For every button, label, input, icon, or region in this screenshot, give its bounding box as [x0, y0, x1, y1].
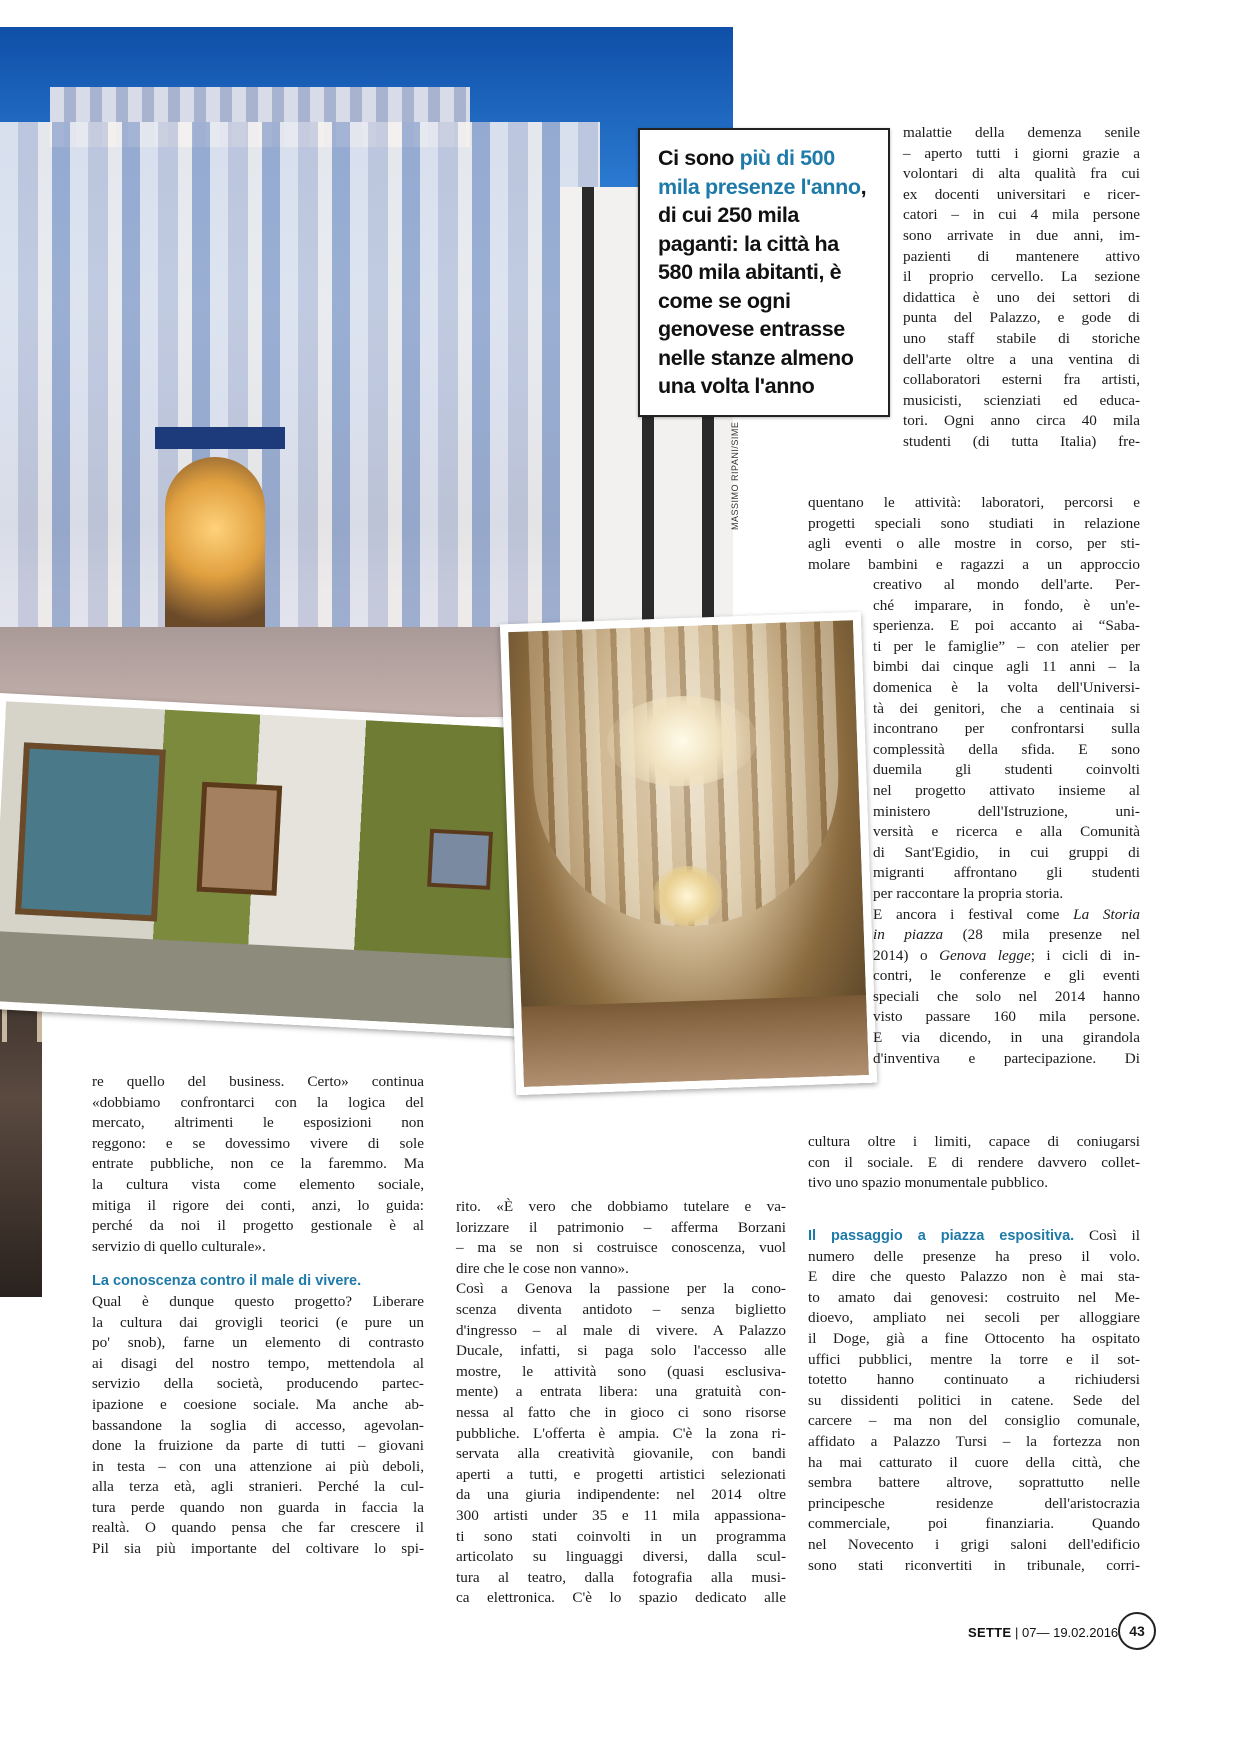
- text-line: il proprio cervello. La sezione: [903, 268, 1140, 286]
- text-line: d'ingresso – al male di vivere. A Palazzo: [456, 1321, 786, 1339]
- text-line: E via dicendo, in una girandola: [873, 1029, 1140, 1047]
- text-line: sono arrivate in due anni, im-: [903, 226, 1140, 244]
- painting-2: [197, 782, 283, 896]
- text-line: 2014) o Genova legge; i cicli di in-: [873, 946, 1141, 964]
- text-line: uno staff stabile di storiche: [903, 329, 1140, 347]
- text-line: mostre, le attività sono (quasi esclusiva-: [456, 1362, 786, 1380]
- text-line: nessa al fatto che in gioco ci sono risorse: [456, 1403, 786, 1421]
- text-line: servizio della società, producendo partec-: [92, 1375, 424, 1393]
- right-column-top: [903, 123, 1140, 453]
- text-line: Così a Genova la passione per la cono-: [456, 1280, 786, 1298]
- right-column-wide: [808, 493, 1140, 575]
- text-line: E ancora i festival come La Storia: [873, 905, 1141, 923]
- text-line: versità e ricerca e alla Comunità: [873, 823, 1140, 841]
- text-line: catori – in cui 4 mila persone: [903, 206, 1140, 224]
- text-line: di Sant'Egidio, in cui gruppi di: [873, 843, 1140, 861]
- page-number: 43: [1118, 1612, 1156, 1650]
- palazzo-ducale-facade-photo: [0, 27, 733, 717]
- text-line: bassandone la soglia di accesso, agevolan-: [92, 1416, 424, 1434]
- palace-facade: [0, 122, 600, 642]
- text-line: per raccontare la propria storia.: [873, 884, 1064, 902]
- text-line: to amato dai genovesi: costruito nel Me-: [808, 1288, 1140, 1306]
- right-column-bottom: [808, 1132, 1140, 1194]
- text-line: rito. «È vero che dobbiamo tutelare e va-: [456, 1198, 786, 1215]
- text-line: affidato a Palazzo Tursi – la fortezza non: [808, 1432, 1140, 1450]
- text-line: in piazza (28 mila presenze nel: [873, 926, 1140, 944]
- frescoed-hall-chandeliers-photo: [500, 612, 877, 1095]
- text-line: ai disagi del nostro tempo, mettendola al: [92, 1354, 424, 1372]
- text-line: pubbliche. L'offerta è ampia. C'è la zona ri-: [456, 1424, 786, 1442]
- text-line: ministero dell'Istruzione, uni-: [873, 802, 1140, 820]
- text-line: entrate pubbliche, non ce la faremmo. Ma: [92, 1155, 424, 1173]
- text-line: agli eventi o alle mostre in corso, per sti-: [808, 535, 1140, 553]
- text-line: tà dei genitori, che a centinaia si: [873, 699, 1140, 717]
- text-line: la cultura dai grovigli teorici (e pure un: [92, 1313, 424, 1331]
- text-line: Pil sia più importante del coltivare lo spi-: [92, 1540, 424, 1558]
- text-line: tura perde quando non guarda in faccia la: [92, 1498, 424, 1516]
- text-line: progetti speciali sono studiati in relazione: [808, 514, 1140, 532]
- text-line: nel Novecento i grigi saloni dell'edificio: [808, 1535, 1140, 1553]
- text-line: musicisti, scienziati ed educa-: [903, 391, 1140, 409]
- text-line: studenti (di tutta Italia) fre-: [903, 432, 1140, 450]
- subheading-piazza-espositiva: Il passaggio a piazza espositiva.: [808, 1228, 1075, 1244]
- text-line: scenza diventa antidoto – senza biglietto: [456, 1300, 786, 1318]
- text-line: mercato, altrimenti le esposizioni non: [92, 1114, 424, 1132]
- text-line: contri, le conferenze e gli eventi: [873, 967, 1140, 985]
- text-line: Ducale, infatti, si paga solo l'accesso alle: [456, 1342, 786, 1360]
- subheading-conoscenza: La conoscenza contro il male di vivere.: [92, 1273, 362, 1290]
- text-line: complessità della sfida. E sono: [873, 740, 1140, 758]
- arch-photo-fragment: [0, 967, 42, 1297]
- gallery-exhibition-photo: [0, 693, 544, 1037]
- left-column: [92, 1072, 424, 1560]
- text-line: bimbi dai cinque agli 11 anni – la: [873, 658, 1140, 676]
- text-line: reggono: e se dovessimo vivere di sole: [92, 1134, 424, 1152]
- pull-quote-highlight: più di 500 mila presenze l'anno: [658, 146, 861, 199]
- text-line: «dobbiamo confrontarci con la logica del: [92, 1093, 424, 1111]
- text-line: didattica è uno dei settori di: [903, 288, 1140, 306]
- text-line: volontari di alta qualità fra cui: [903, 165, 1140, 183]
- text-line: in testa – con una attenzione ai più deboli,: [92, 1457, 424, 1475]
- text-line: ha mai catturato il cuore della città, che: [808, 1453, 1140, 1471]
- text-line: Il passaggio a piazza espositiva. Così il: [808, 1227, 1141, 1244]
- painting-3: [427, 829, 493, 890]
- text-line: da una giuria indipendente: nel 2014 oltre: [456, 1486, 786, 1504]
- text-line: commerciale, poi finanziaria. Quando: [808, 1515, 1140, 1533]
- text-line: il Doge, già a fine Ottocento ha ospitato: [808, 1329, 1140, 1347]
- text-line: dire che le cose non vanno».: [456, 1259, 629, 1277]
- text-line: articolato su linguaggi diversi, dalla scul-: [456, 1548, 786, 1566]
- text-line: mitiga il rigore dei conti, anzi, lo guida:: [92, 1196, 424, 1214]
- text-line: creativo al mondo dell'arte. Per-: [873, 576, 1140, 593]
- issue-date: 07— 19.02.2016: [1022, 1625, 1119, 1640]
- photo-credit: MASSIMO RIPANI/SIME: [730, 421, 740, 530]
- text-line: dioevo, ampliato nei secoli per alloggiare: [808, 1309, 1140, 1327]
- text-line: realtà. O quando pensa che far crescere il: [92, 1519, 424, 1537]
- text-line: nel progetto attivato insieme al: [873, 781, 1140, 799]
- text-line: re quello del business. Certo» continua: [92, 1073, 424, 1090]
- pull-quote-part1: Ci sono: [658, 146, 740, 170]
- painting-1: [15, 742, 166, 921]
- text-line: tivo uno spazio monumentale pubblico.: [808, 1174, 1049, 1192]
- text-line: aperti a tutti, e progetti artistici selezionati: [456, 1465, 786, 1483]
- text-line: la cultura vista come elemento sociale,: [92, 1175, 424, 1193]
- page-footer: SETTE | 07— 19.02.2016: [968, 1625, 1119, 1640]
- hall-floor: [521, 995, 869, 1087]
- text-line: speciali che solo nel 2014 hanno: [873, 987, 1140, 1005]
- text-line: alla terza età, agli stranieri. Perché la cul-: [92, 1478, 424, 1496]
- text-line: tori. Ogni anno circa 40 mila: [903, 412, 1140, 430]
- text-line: collaboratori esterni fra artisti,: [903, 371, 1140, 389]
- text-line: sperienza. E poi accanto ai “Saba-: [873, 617, 1140, 635]
- text-line: ca elettronica. C'è lo spazio dedicato alle: [456, 1589, 786, 1607]
- text-line: tura al teatro, dalla fotografia alla musi-: [456, 1568, 786, 1586]
- right-column-mid: [873, 575, 1140, 1069]
- text-line: lorizzare il patrimonio – afferma Borzani: [456, 1218, 786, 1236]
- text-line: punta del Palazzo, e gode di: [903, 309, 1140, 327]
- text-line: incontrano per confrontarsi sulla: [873, 720, 1140, 738]
- text-line: mente) a entrata libera: una gratuità con-: [456, 1383, 786, 1401]
- text-line: 300 artisti under 35 e 11 mila appassiona-: [456, 1506, 786, 1524]
- text-line: visto passare 160 mila persone.: [873, 1008, 1140, 1026]
- middle-column: [456, 1197, 786, 1609]
- text-line: molare bambini e ragazzi a un approccio: [808, 555, 1140, 573]
- text-line: migranti affrontano gli studenti: [873, 864, 1140, 882]
- exhibition-banner: [155, 427, 285, 449]
- text-line: po' snob), farne un elemento di contrasto: [92, 1334, 424, 1352]
- text-line: malattie della demenza senile: [903, 124, 1140, 141]
- gallery-floor: [0, 931, 523, 1029]
- text-line: Qual è dunque questo progetto? Liberare: [92, 1292, 424, 1310]
- text-line: ché imparare, in fondo, è un'e-: [873, 596, 1140, 614]
- pull-quote: [638, 128, 890, 417]
- text-line: pazienti di mantenere attivo: [903, 247, 1140, 265]
- pull-quote-part2: , di cui 250 mila paganti: la città ha 580 mila abitanti, è come se ogni genovese entrasse nelle stanze almeno una volta l'anno: [658, 174, 867, 398]
- text-line: E dire che questo Palazzo non è mai sta-: [808, 1268, 1140, 1286]
- text-line: con il sociale. E di rendere davvero collet-: [808, 1153, 1140, 1171]
- text-line: servata alla creatività giovanile, con bandi: [456, 1445, 786, 1463]
- text-line: carcere – ma non del consiglio comunale,: [808, 1412, 1140, 1430]
- text-line: sembra battere altrove, soprattutto nelle: [808, 1474, 1140, 1492]
- text-line: – aperto tutti i giorni grazie a: [903, 144, 1140, 162]
- text-line: numero delle presenze ha preso il volo.: [808, 1247, 1140, 1265]
- text-line: principesche residenze dell'aristocrazia: [808, 1494, 1140, 1512]
- lit-entrance: [165, 457, 265, 637]
- text-line: d'inventiva e partecipazione. Di: [873, 1049, 1140, 1067]
- text-line: uffici pubblici, mentre la torre e il sot-: [808, 1350, 1140, 1368]
- text-line: ex docenti universitari e ricer-: [903, 185, 1140, 203]
- text-line: duemila gli studenti coinvolti: [873, 761, 1140, 779]
- text-line: ti sono stati coinvolti in un programma: [456, 1527, 786, 1545]
- right-column-section: [808, 1226, 1140, 1576]
- text-line: perché da noi il progetto gestionale è al: [92, 1217, 424, 1235]
- text-line: domenica è la volta dell'Universi-: [873, 678, 1140, 696]
- text-line: quentano le attività: laboratori, percorsi e: [808, 494, 1140, 511]
- text-line: – ma se non si costruisce conoscenza, vuol: [456, 1239, 786, 1257]
- text-line: done la fruizione da parte di tutti – giovani: [92, 1437, 424, 1455]
- text-line: servizio di quello culturale».: [92, 1237, 266, 1255]
- text-line: dell'arte oltre a una ventina di: [903, 350, 1140, 368]
- text-line: cultura oltre i limiti, capace di coniugarsi: [808, 1133, 1140, 1150]
- text-line: totetto hanno continuato a richiudersi: [808, 1371, 1140, 1389]
- text-line: su dissidenti politici in catene. Sede del: [808, 1391, 1140, 1409]
- text-line: sono stati riconvertiti in tribunale, corri-: [808, 1556, 1140, 1574]
- text-line: ipazione e coesione sociale. Ma anche ab-: [92, 1395, 424, 1413]
- text-line: ti per le famiglie” – con atelier per: [873, 637, 1140, 655]
- magazine-name: SETTE: [968, 1625, 1012, 1640]
